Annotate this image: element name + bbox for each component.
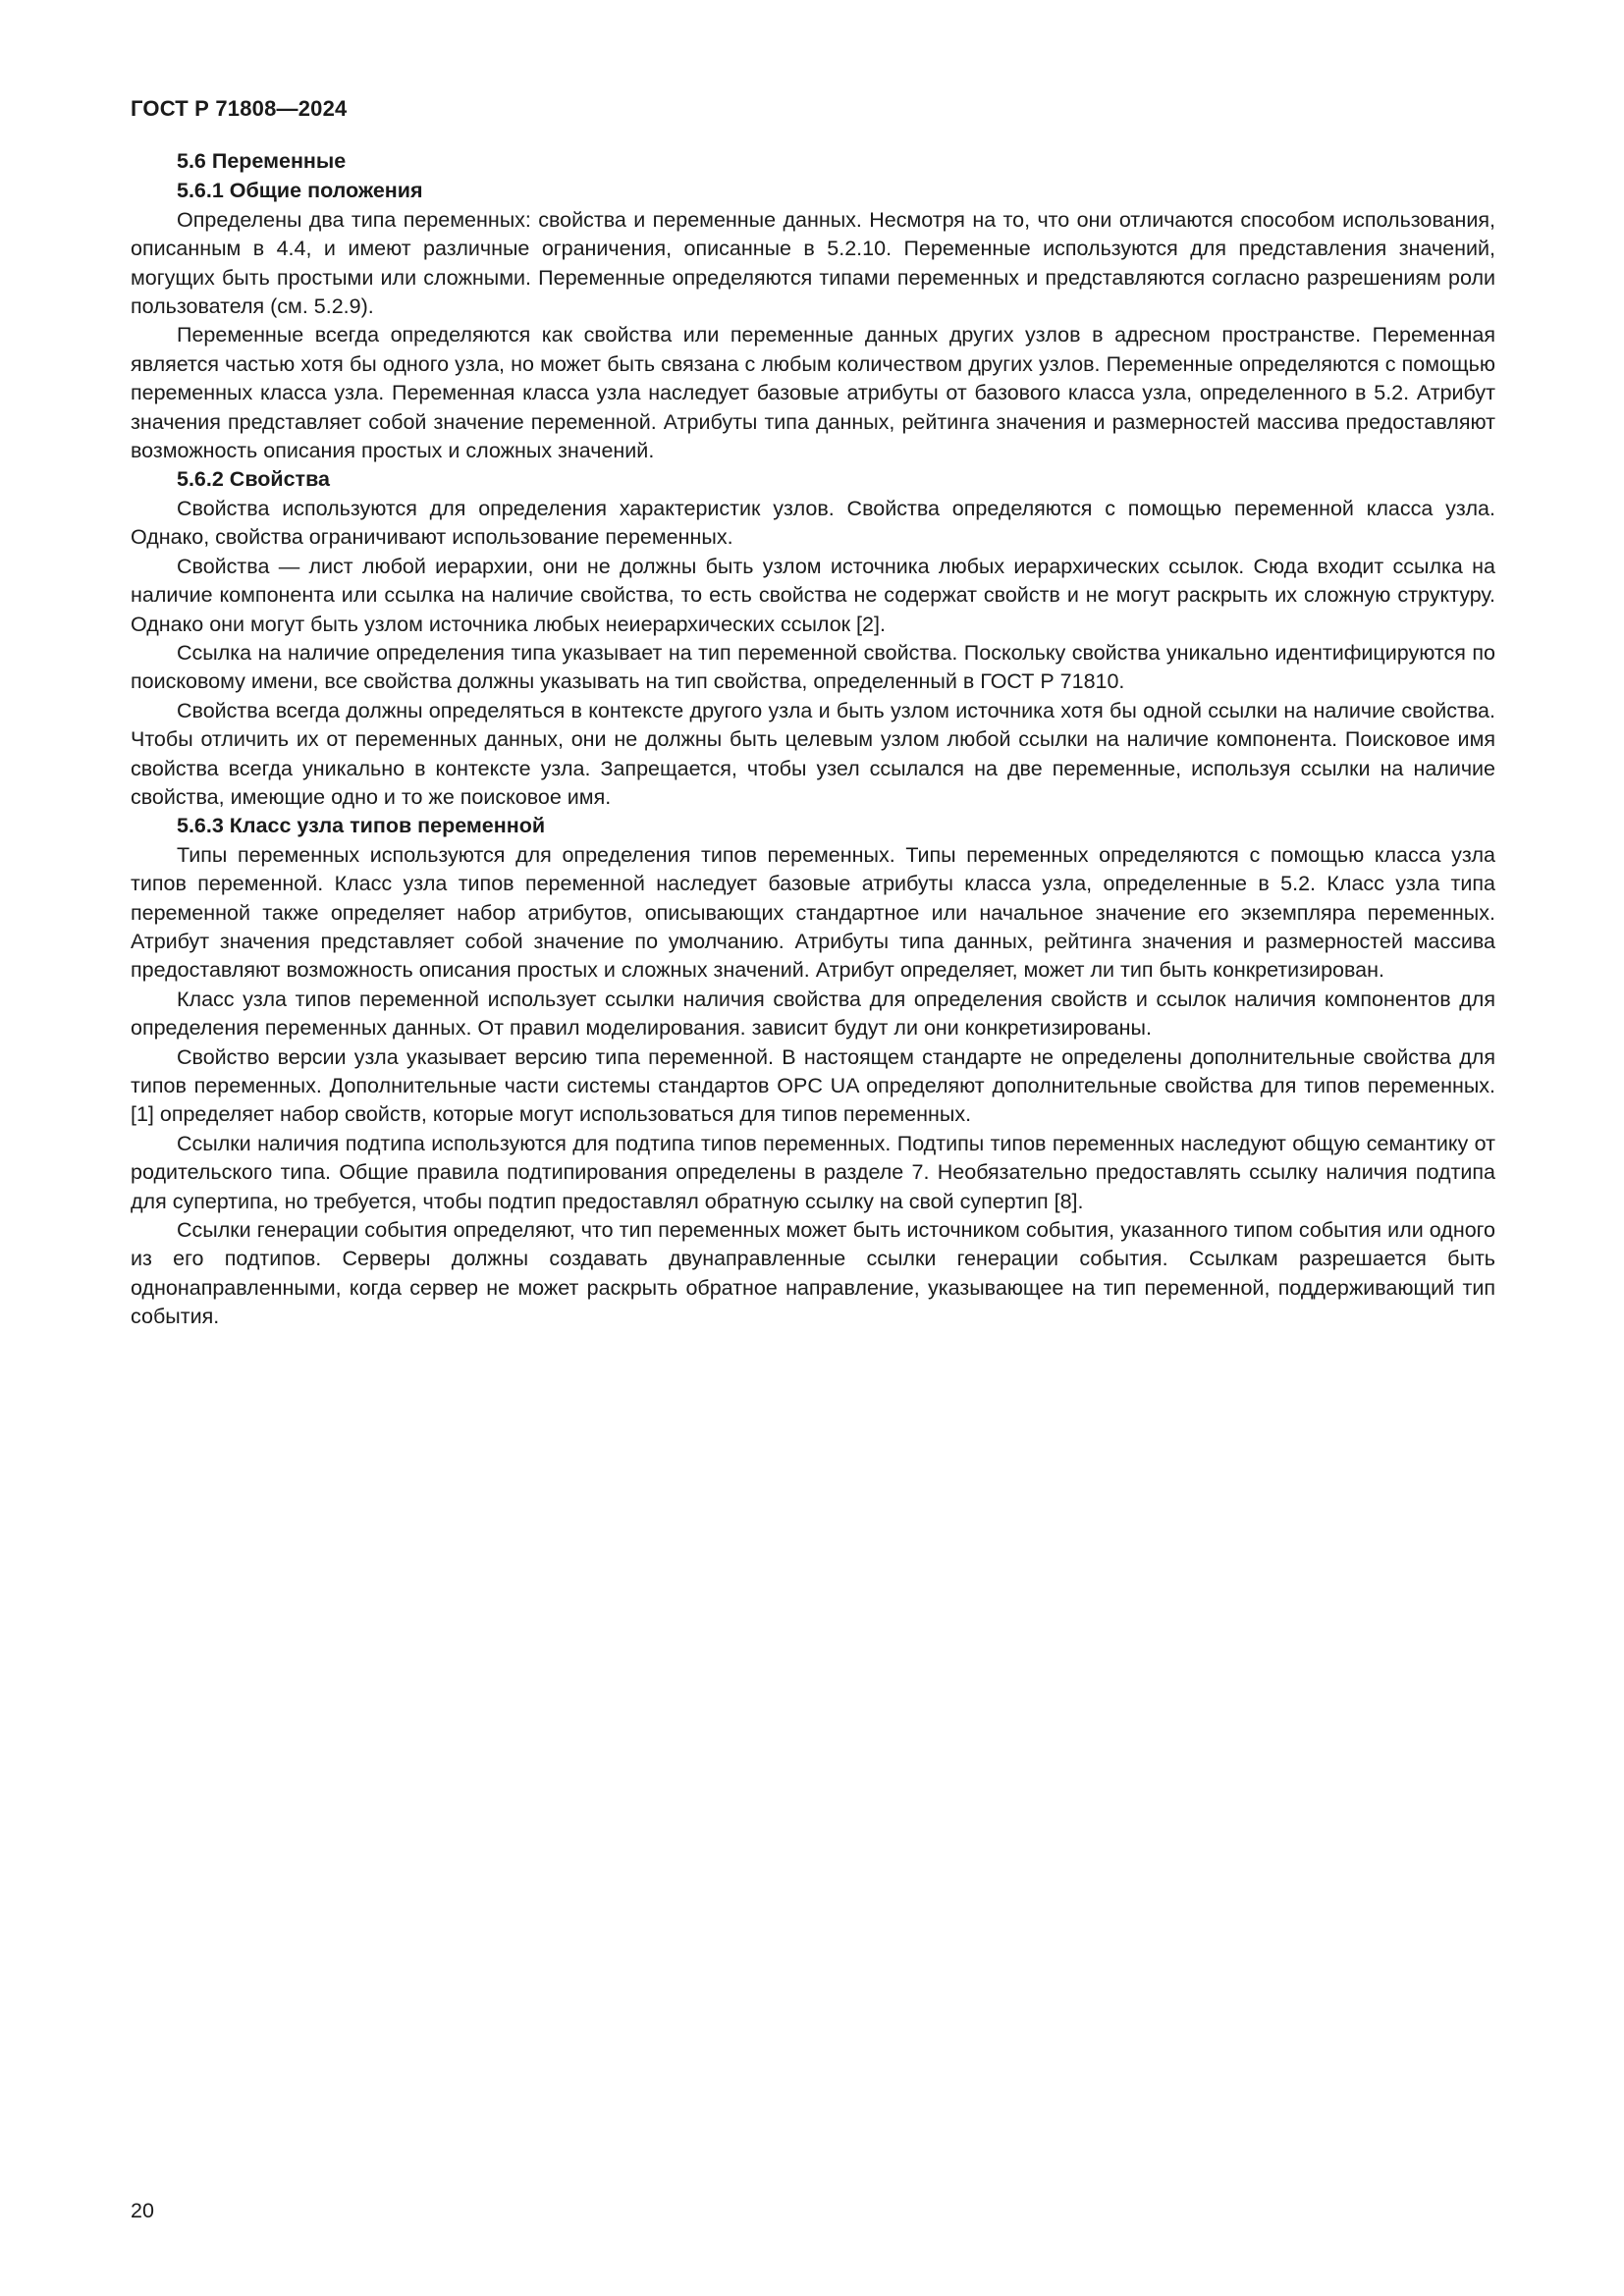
page-number: 20	[131, 2199, 154, 2222]
paragraph: Переменные всегда определяются как свойства или переменные данных других узлов в адресном пространстве. Переменная является частью хотя бы одного узла, но может быть связана с любым количеством других узлов. Переменные определяются с помощью переменных класса узла. Переменная класса узла наследует базовые атрибуты от базового класса узла, определенного в 5.2. Атрибут значения представляет собой значение переменной. Атрибуты типа данных, рейтинга значения и размерностей массива предоставляют возможность описания простых и сложных значений.	[131, 323, 1495, 463]
paragraph: Ссылка на наличие определения типа указывает на тип переменной свойства. Поскольку свойства уникально идентифицируются по поисковому имени, все свойства должны указывать на тип свойства, определенный в ГОСТ Р 71810.	[131, 640, 1495, 694]
section-heading-5-6-1: 5.6.1 Общие положения	[177, 179, 423, 203]
paragraph: Свойства всегда должны определяться в контексте другого узла и быть узлом источника хотя бы одной ссылки на наличие свойства. Чтобы отличить их от переменных данных, они не должны быть целевым узлом любой ссылки на наличие компонента. Поисковое имя свойства всегда уникально в контексте узла. Запрещается, чтобы узел ссылался на две переменные, используя ссылки на наличие свойства, имеющие одно и то же поисковое имя.	[131, 698, 1495, 809]
document-number-header: ГОСТ Р 71808—2024	[131, 96, 348, 121]
paragraph: Ссылки наличия подтипа используются для подтипа типов переменных. Подтипы типов переменных наследуют общую семантику от родительского типа. Общие правила подтипирования определены в разделе 7. Необязательно предоставлять ссылку наличия подтипа для супертипа, но требуется, чтобы подтип предоставлял обратную ссылку на свой супертип [8].	[131, 1131, 1495, 1213]
section-heading-5-6-2: 5.6.2 Свойства	[177, 467, 330, 492]
paragraph: Свойства используются для определения характеристик узлов. Свойства определяются с помощью переменной класса узла. Однако, свойства ограничивают использование переменных.	[131, 496, 1495, 550]
section-heading-5-6: 5.6 Переменные	[177, 149, 347, 173]
document-body	[131, 147, 1495, 1332]
paragraph: Свойства — лист любой иерархии, они не должны быть узлом источника любых иерархических ссылок. Сюда входит ссылка на наличие компонента или ссылка на наличие свойства, то есть свойства не содержат свойств и не могут раскрыть их сложную структуру. Однако они могут быть узлом источника любых неиерархических ссылок [2].	[131, 554, 1495, 636]
paragraph: Класс узла типов переменной использует ссылки наличия свойства для определения свойств и ссылок наличия компонентов для определения переменных данных. От правил моделирования. зависит будут ли они конкретизированы.	[131, 987, 1495, 1041]
section-heading-5-6-3: 5.6.3 Класс узла типов переменной	[177, 814, 546, 838]
paragraph: Свойство версии узла указывает версию типа переменной. В настоящем стандарте не определены дополнительные свойства для типов переменных. Дополнительные части системы стандартов OPC UA определяют дополнительные свойства для типов переменных. [1] определяет набор свойств, которые могут использоваться для типов переменных.	[131, 1044, 1495, 1127]
paragraph: Типы переменных используются для определения типов переменных. Типы переменных определяются с помощью класса узла типов переменной. Класс узла типов переменной наследует базовые атрибуты класса узла, определенные в 5.2. Класс узла типа переменной также определяет набор атрибутов, описывающих стандартное или начальное значение его экземпляра переменных. Атрибут значения представляет собой значение по умолчанию. Атрибуты типа данных, рейтинга значения и размерностей массива предоставляют возможность описания простых и сложных значений. Атрибут определяет, может ли тип быть конкретизирован.	[131, 842, 1495, 983]
paragraph: Определены два типа переменных: свойства и переменные данных. Несмотря на то, что они отличаются способом использования, описанным в 4.4, и имеют различные ограничения, описанные в 5.2.10. Переменные используются для представления значений, могущих быть простыми или сложными. Переменные определяются типами переменных и представляются согласно разрешениям роли пользователя (см. 5.2.9).	[131, 207, 1495, 319]
paragraph: Ссылки генерации события определяют, что тип переменных может быть источником события, указанного типом события или одного из его подтипов. Серверы должны создавать двунаправленные ссылки генерации события. Ссылкам разрешается быть однонаправленными, когда сервер не может раскрыть обратное направление, указывающее на тип переменной, поддерживающий тип события.	[131, 1218, 1495, 1329]
